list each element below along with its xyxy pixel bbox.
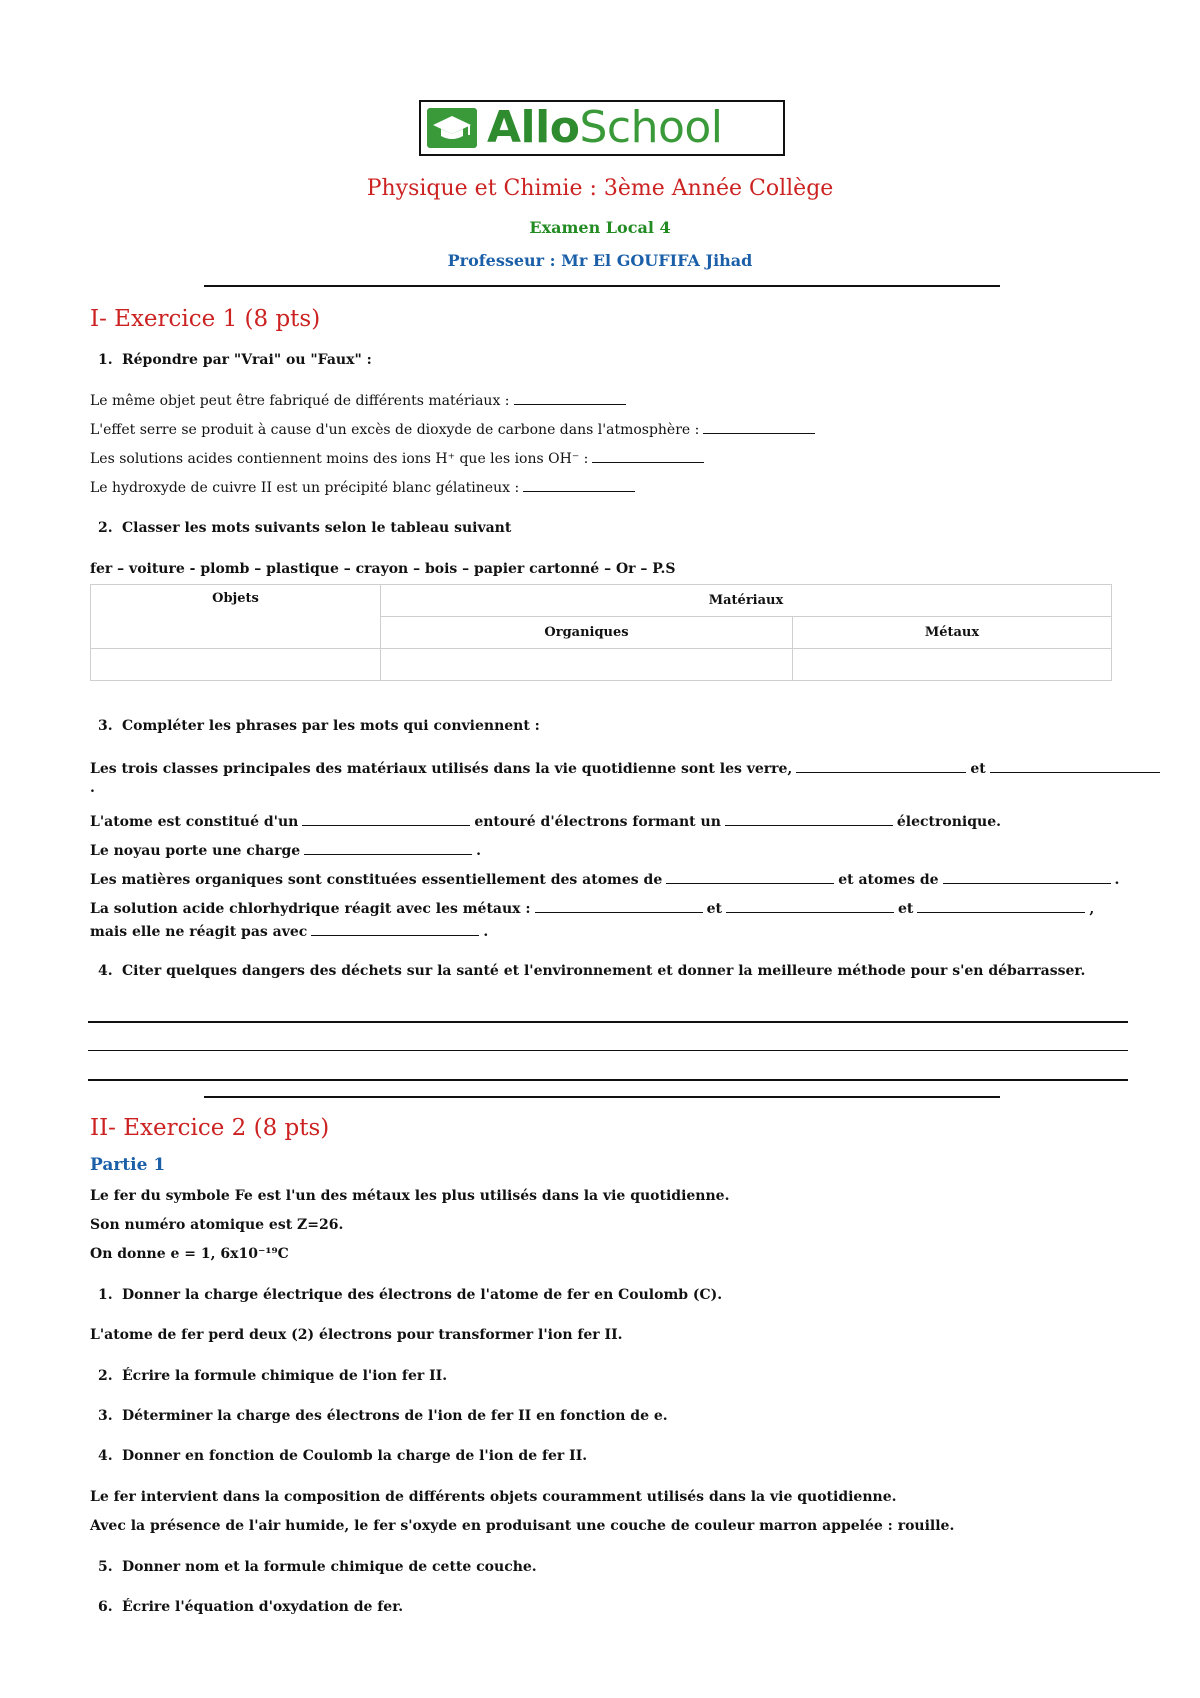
fill-line-4: Les matières organiques sont constituées essentiellement des atomes de et atomes de . — [90, 872, 1120, 888]
ex2-question-1: 1. Donner la charge électrique des électrons de l'atome de fer en Coulomb (C). — [98, 1287, 723, 1303]
fill-line-3: Le noyau porte une charge . — [90, 843, 482, 859]
statement-3: Les solutions acides contiennent moins des ions H⁺ que les ions OH⁻ : — [90, 449, 708, 467]
table-header-metaux: Métaux — [793, 617, 1112, 649]
table-cell-metaux[interactable] — [793, 649, 1112, 681]
classification-table — [90, 584, 1112, 681]
logo — [419, 100, 785, 156]
table-header-objets: Objets — [91, 585, 381, 649]
section-divider — [204, 1096, 1000, 1098]
table-header-materiaux: Matériaux — [381, 585, 1112, 617]
header-divider — [204, 285, 1000, 287]
ex1-question-4: 4. Citer quelques dangers des déchets sur la santé et l'environnement et donner la meilleure méthode pour s'en débarrasser. — [98, 963, 1086, 979]
ex2-question-2: 2. Écrire la formule chimique de l'ion fer II. — [98, 1368, 448, 1384]
statement-2: L'effet serre se produit à cause d'un excès de dioxyde de carbone dans l'atmosphère : — [90, 420, 819, 438]
graduation-cap-icon — [427, 108, 477, 148]
ex1-question-3: 3. Compléter les phrases par les mots qui conviennent : — [98, 718, 540, 734]
ex2-mid-1: L'atome de fer perd deux (2) électrons pour transformer l'ion fer II. — [90, 1327, 623, 1343]
page-title: Physique et Chimie : 3ème Année Collège — [366, 176, 834, 201]
exercise-1-heading: I- Exercice 1 (8 pts) — [90, 306, 321, 332]
table-cell-organiques[interactable] — [381, 649, 793, 681]
ex2-mid-2a: Le fer intervient dans la composition de différents objets couramment utilisés dans la vie quotidienne. — [90, 1489, 897, 1505]
statement-4: Le hydroxyde de cuivre II est un précipité blanc gélatineux : — [90, 478, 639, 496]
ex2-question-5: 5. Donner nom et la formule chimique de cette couche. — [98, 1559, 537, 1575]
exam-subtitle: Examen Local 4 — [529, 218, 671, 237]
ex2-question-6: 6. Écrire l'équation d'oxydation de fer. — [98, 1599, 404, 1615]
logo-text: AlloSchool — [487, 102, 723, 153]
word-list: fer – voiture - plomb – plastique – crayon – bois – papier cartonné – Or – P.S — [90, 561, 676, 577]
ex1-question-1: 1. Répondre par "Vrai" ou "Faux" : — [98, 352, 372, 368]
table-cell-objets[interactable] — [91, 649, 381, 681]
table-header-organiques: Organiques — [381, 617, 793, 649]
partie-1-heading: Partie 1 — [90, 1155, 166, 1175]
ex2-mid-2b: Avec la présence de l'air humide, le fer s'oxyde en produisant une couche de couleur marron appelée : rouille. — [90, 1518, 955, 1534]
ex2-question-3: 3. Déterminer la charge des électrons de l'ion de fer II en fonction de e. — [98, 1408, 668, 1424]
fill-line-1-end: . — [90, 780, 95, 796]
ex2-question-4: 4. Donner en fonction de Coulomb la charge de l'ion de fer II. — [98, 1448, 588, 1464]
answer-line-2[interactable] — [88, 1050, 1128, 1051]
statement-1: Le même objet peut être fabriqué de différents matériaux : — [90, 391, 630, 409]
ex1-question-2: 2. Classer les mots suivants selon le tableau suivant — [98, 520, 512, 536]
answer-line-1[interactable] — [88, 1021, 1128, 1023]
answer-line-3[interactable] — [88, 1079, 1128, 1081]
ex2-intro-2: Son numéro atomique est Z=26. — [90, 1217, 344, 1233]
ex2-intro-3: On donne e = 1, 6x10⁻¹⁹C — [90, 1246, 289, 1262]
exercise-2-heading: II- Exercice 2 (8 pts) — [90, 1115, 330, 1141]
fill-line-2: L'atome est constitué d'un entouré d'électrons formant un électronique. — [90, 814, 1001, 830]
fill-line-5: La solution acide chlorhydrique réagit avec les métaux : et et , — [90, 901, 1095, 917]
teacher-name: Professeur : Mr El GOUFIFA Jihad — [447, 251, 753, 270]
ex2-intro-1: Le fer du symbole Fe est l'un des métaux les plus utilisés dans la vie quotidienne. — [90, 1188, 730, 1204]
fill-line-6: mais elle ne réagit pas avec . — [90, 924, 489, 940]
fill-line-1: Les trois classes principales des matériaux utilisés dans la vie quotidienne sont les verre, et — [90, 759, 1164, 777]
